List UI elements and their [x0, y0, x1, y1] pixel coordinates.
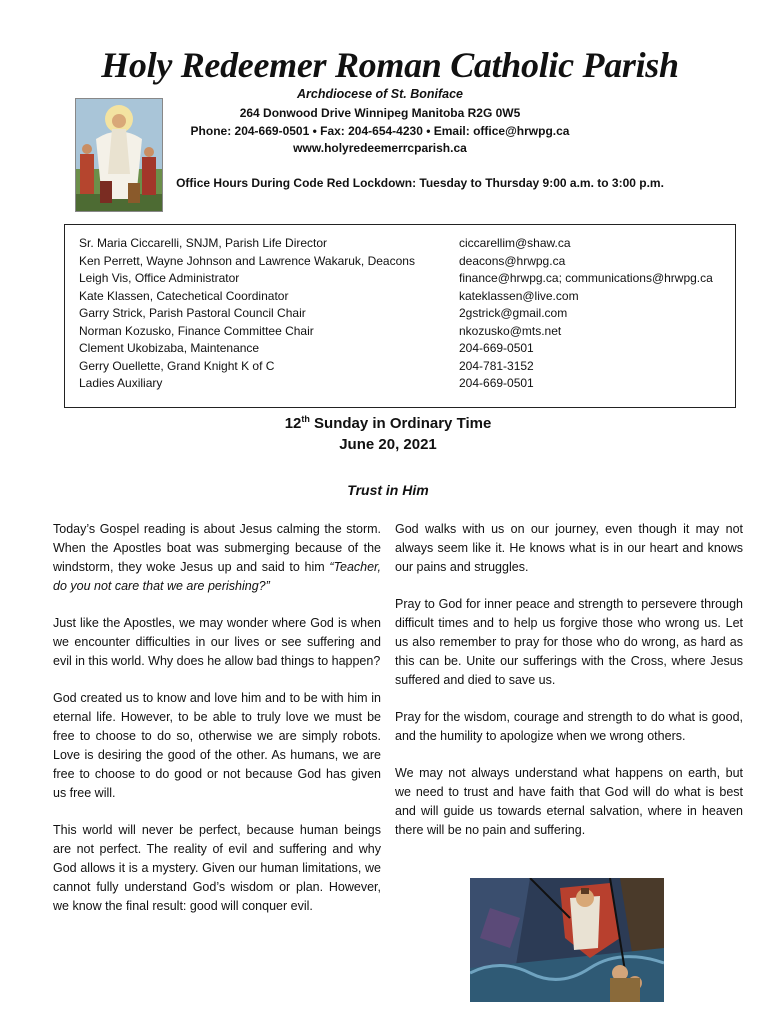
staff-directory-box — [64, 224, 736, 408]
paragraph-text: Today’s Gospel reading is about Jesus calming the storm. When the Apostles boat was submerging because of the windstorm, they woke Jesus up and said to him — [53, 522, 381, 574]
reflection-right-column — [395, 520, 743, 858]
address-line: 264 Donwood Drive Winnipeg Manitoba R2G 0W5 — [239, 106, 521, 120]
bulletin-date: June 20, 2021 — [339, 436, 437, 453]
jesus-calming-storm-stained-glass — [470, 878, 664, 1002]
staff-role: Garry Strick, Parish Pastoral Council Chair — [79, 306, 306, 320]
staff-role: Sr. Maria Ciccarelli, SNJM, Parish Life Director — [79, 236, 328, 250]
staff-contact[interactable]: nkozusko@mts.net — [459, 323, 562, 338]
paragraph: God created us to know and love him and to be with him in eternal life. However, to be able to truly love we must be free to choose to do so, otherwise we are simply robots. Love is desiring the good of the other. As humans, we are free to choose to do good or not because God has given us free will. — [53, 691, 381, 800]
staff-contact: 204-669-0501 — [459, 376, 534, 390]
occasion-number: 12 — [284, 415, 302, 432]
staff-role: Clement Ukobizaba, Maintenance — [79, 341, 260, 355]
office-hours: Office Hours During Code Red Lockdown: Tuesday to Thursday 9:00 a.m. to 3:00 p.m. — [176, 176, 664, 190]
staff-contact[interactable]: kateklassen@live.com — [459, 288, 579, 303]
staff-roles-list — [79, 235, 415, 393]
reflection-left-column — [53, 520, 381, 934]
staff-contact[interactable]: finance@hrwpg.ca; communications@hrwpg.ca — [459, 271, 713, 285]
staff-role: Gerry Ouellette, Grand Knight K of C — [79, 358, 275, 373]
staff-contact: 204-669-0501 — [459, 341, 534, 355]
staff-role: Kate Klassen, Catechetical Coordinator — [79, 288, 289, 303]
staff-contact[interactable]: deacons@hrwpg.ca — [459, 253, 566, 268]
paragraph: We may not always understand what happens on earth, but we need to trust and have faith that God will do what is best and will guide us towards eternal salvation, where in heaven there will be no pain and suffering. — [395, 766, 743, 837]
occasion-suffix: th — [301, 414, 310, 424]
paragraph: Pray for the wisdom, courage and strength to do what is good, and the humility to apologize when we wrong others. — [395, 710, 743, 743]
staff-contact[interactable]: ciccarellim@shaw.ca — [459, 236, 571, 250]
staff-role: Ladies Auxiliary — [79, 376, 163, 390]
staff-contact[interactable]: 2gstrick@gmail.com — [459, 306, 568, 320]
paragraph: Just like the Apostles, we may wonder where God is when we encounter difficulties in our lives or see suffering and evil in this world. Why does he allow bad things to happen? — [53, 616, 381, 668]
staff-role: Ken Perrett, Wayne Johnson and Lawrence Wakaruk, Deacons — [79, 253, 415, 268]
paragraph: This world will never be perfect, because human beings are not perfect. The reality of evil and suffering and why God allows it is a mystery. Given our human limitations, we cannot fully understand God’s wisdom or plan. However, we know the final result: good will conquer evil. — [53, 823, 381, 913]
paragraph: Pray to God for inner peace and strength to persevere through difficult times and to help us forgive those who wrong us. Let us also remember to pray for those who do wrong, as hard as this can be. Unite our sufferings with the Cross, where Jesus suffered and died to save us. — [395, 597, 743, 687]
occasion-name: Sunday in Ordinary Time — [309, 415, 492, 432]
liturgical-occasion — [200, 414, 576, 432]
website-link[interactable]: www.holyredeemerrcparish.ca — [293, 141, 467, 155]
paragraph: God walks with us on our journey, even though it may not always seem like it. He knows what is in our heart and knows our pains and struggles. — [395, 522, 743, 574]
paragraph — [53, 520, 381, 596]
contact-line: Phone: 204-669-0501 • Fax: 204-654-4230 • Email: office@hrwpg.ca — [190, 124, 570, 138]
reflection-title: Trust in Him — [347, 482, 429, 498]
staff-contact: 204-781-3152 — [459, 358, 534, 373]
archdiocese-line: Archdiocese of St. Boniface — [296, 87, 463, 101]
staff-role: Norman Kozusko, Finance Committee Chair — [79, 323, 314, 338]
parish-title: Holy Redeemer Roman Catholic Parish — [101, 45, 679, 85]
gospel-quote: “Teacher, do you not care that we are perishing?” — [53, 560, 381, 593]
staff-role: Leigh Vis, Office Administrator — [79, 271, 240, 285]
staff-contacts-list — [459, 235, 713, 393]
